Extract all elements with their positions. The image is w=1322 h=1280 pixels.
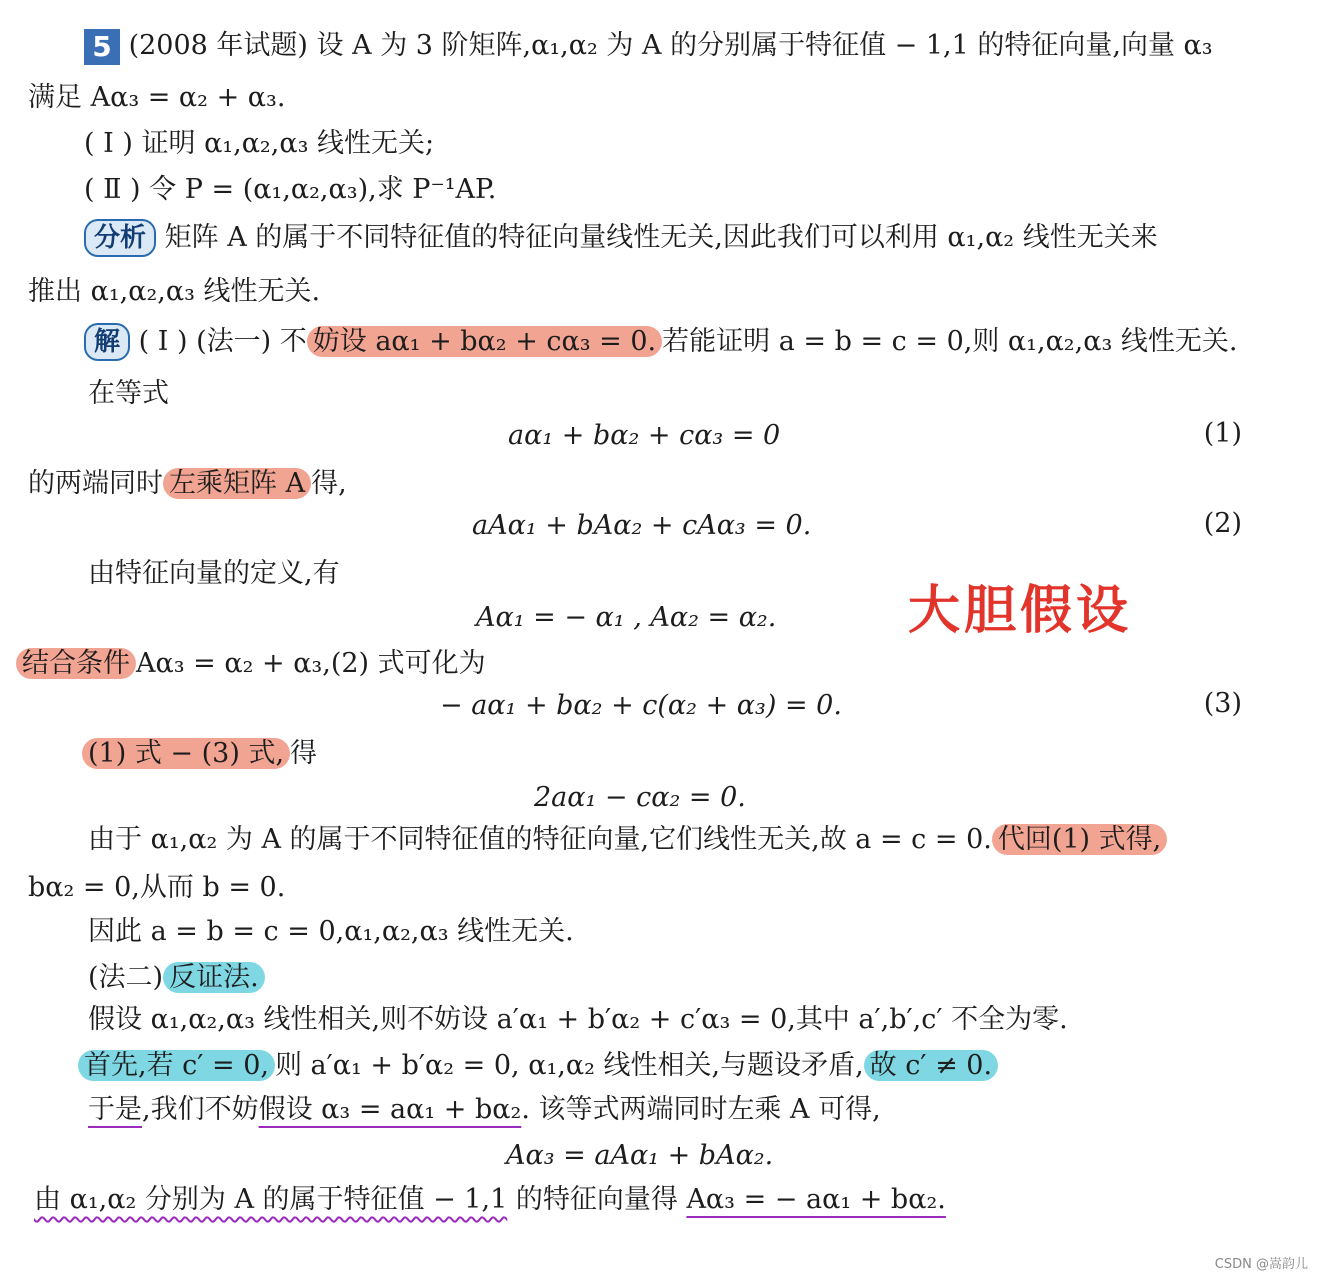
equation-2-number: (2)	[1203, 508, 1242, 539]
solution-l3-pre: 的两端同时	[28, 468, 163, 499]
highlight-assume: 妨设 aα₁ + bα₂ + cα₃ = 0.	[307, 326, 662, 357]
solution-line-14	[34, 1180, 946, 1220]
equation-6: Aα₃ = aAα₁ + bAα₂.	[506, 1140, 774, 1171]
solution-line-2: 在等式	[88, 378, 169, 409]
problem-line-2: 满足 Aα₃ = α₂ + α₃.	[28, 82, 286, 113]
problem-line-1	[84, 26, 1213, 66]
solution-l1-post: 若能证明 a = b = c = 0,则 α₁,α₂,α₃ 线性无关.	[662, 326, 1238, 357]
equation-4-number: (3)	[1203, 688, 1242, 719]
solution-line-9: 因此 a = b = c = 0,α₁,α₂,α₃ 线性无关.	[88, 916, 574, 947]
solution-l5-post: Aα₃ = α₂ + α₃,(2) 式可化为	[136, 648, 486, 679]
solution-l7-pre: 由于 α₁,α₂ 为 A 的属于不同特征值的特征向量,它们线性无关,故 a = c = 0.	[88, 824, 992, 855]
highlight-subtract: (1) 式 − (3) 式,	[82, 738, 290, 769]
equation-4: − aα₁ + bα₂ + c(α₂ + α₃) = 0.	[440, 690, 842, 721]
problem-part-1: ( Ⅰ ) 证明 α₁,α₂,α₃ 线性无关;	[84, 128, 435, 159]
solution-line-12	[78, 1046, 998, 1086]
equation-2: aAα₁ + bAα₂ + cAα₃ = 0.	[472, 510, 812, 541]
solution-l6-post: 得	[290, 738, 318, 769]
problem-part-2: ( Ⅱ ) 令 P = (α₁,α₂,α₃),求 P⁻¹AP.	[84, 174, 497, 205]
underline-thus: 于是	[88, 1094, 142, 1125]
solution-line-11: 假设 α₁,α₂,α₃ 线性相关,则不妨设 a′α₁ + b′α₂ + c′α₃ = 0,其中 a′,b′,c′ 不全为零.	[88, 1004, 1068, 1035]
solution-line-5	[16, 644, 486, 684]
solution-line-7	[88, 820, 1167, 860]
problem-text-1: (2008 年试题) 设 A 为 3 阶矩阵,α₁,α₂ 为 A 的分别属于特征值 − 1,1 的特征向量,向量 α₃	[128, 30, 1213, 61]
solution-l12-mid: 则 a′α₁ + b′α₂ = 0, α₁,α₂ 线性相关,与题设矛盾,	[274, 1050, 864, 1081]
highlight-contradiction: 反证法.	[163, 962, 265, 993]
solution-l10-pre: (法二)	[88, 962, 164, 993]
problem-number-badge: 5	[84, 29, 120, 65]
solution-l13-mid: ,我们不妨	[142, 1094, 259, 1125]
analysis-tag: 分析	[84, 219, 156, 257]
solution-l1-pre: ( Ⅰ ) (法一) 不	[138, 326, 307, 357]
analysis-text-1: 矩阵 A 的属于不同特征值的特征向量线性无关,因此我们可以利用 α₁,α₂ 线性无关来	[164, 222, 1158, 253]
highlight-substitute: 代回(1) 式得,	[992, 824, 1167, 855]
equation-5: 2aα₁ − cα₂ = 0.	[534, 782, 746, 813]
analysis-line-1	[84, 218, 1158, 258]
solution-line-3	[28, 464, 347, 504]
wavy-underline-eigen: 由 α₁,α₂ 分别为 A 的属于特征值 − 1,1	[34, 1184, 508, 1215]
underline-assume-a3: 假设 α₃ = aα₁ + bα₂	[258, 1094, 522, 1125]
highlight-left-multiply: 左乘矩阵 A	[163, 468, 311, 499]
solution-l13-post: . 该等式两端同时左乘 A 可得,	[521, 1094, 881, 1125]
analysis-line-2: 推出 α₁,α₂,α₃ 线性无关.	[28, 276, 321, 307]
solution-line-10	[88, 958, 265, 998]
equation-1: aα₁ + bα₂ + cα₃ = 0	[508, 420, 781, 451]
solution-l3-post: 得,	[311, 468, 347, 499]
underline-result: Aα₃ = − aα₁ + bα₂.	[686, 1184, 946, 1215]
solution-line-13	[88, 1090, 881, 1130]
solution-line-4: 由特征向量的定义,有	[88, 558, 340, 589]
watermark: CSDN @嵩韵儿	[1214, 1257, 1308, 1272]
solution-l14-mid: 的特征向量得	[507, 1184, 687, 1215]
highlight-combine-condition: 结合条件	[16, 648, 136, 679]
solution-tag: 解	[84, 323, 130, 361]
equation-3: Aα₁ = − α₁ , Aα₂ = α₂.	[476, 602, 777, 633]
equation-1-number: (1)	[1203, 418, 1242, 449]
highlight-c-nonzero: 故 c′ ≠ 0.	[864, 1050, 998, 1081]
solution-line-6	[82, 734, 317, 774]
solution-line-8: bα₂ = 0,从而 b = 0.	[28, 872, 286, 903]
solution-line-1	[84, 322, 1237, 362]
highlight-first-if: 首先,若 c′ = 0,	[78, 1050, 275, 1081]
handwritten-note: 大胆假设	[908, 581, 1133, 641]
